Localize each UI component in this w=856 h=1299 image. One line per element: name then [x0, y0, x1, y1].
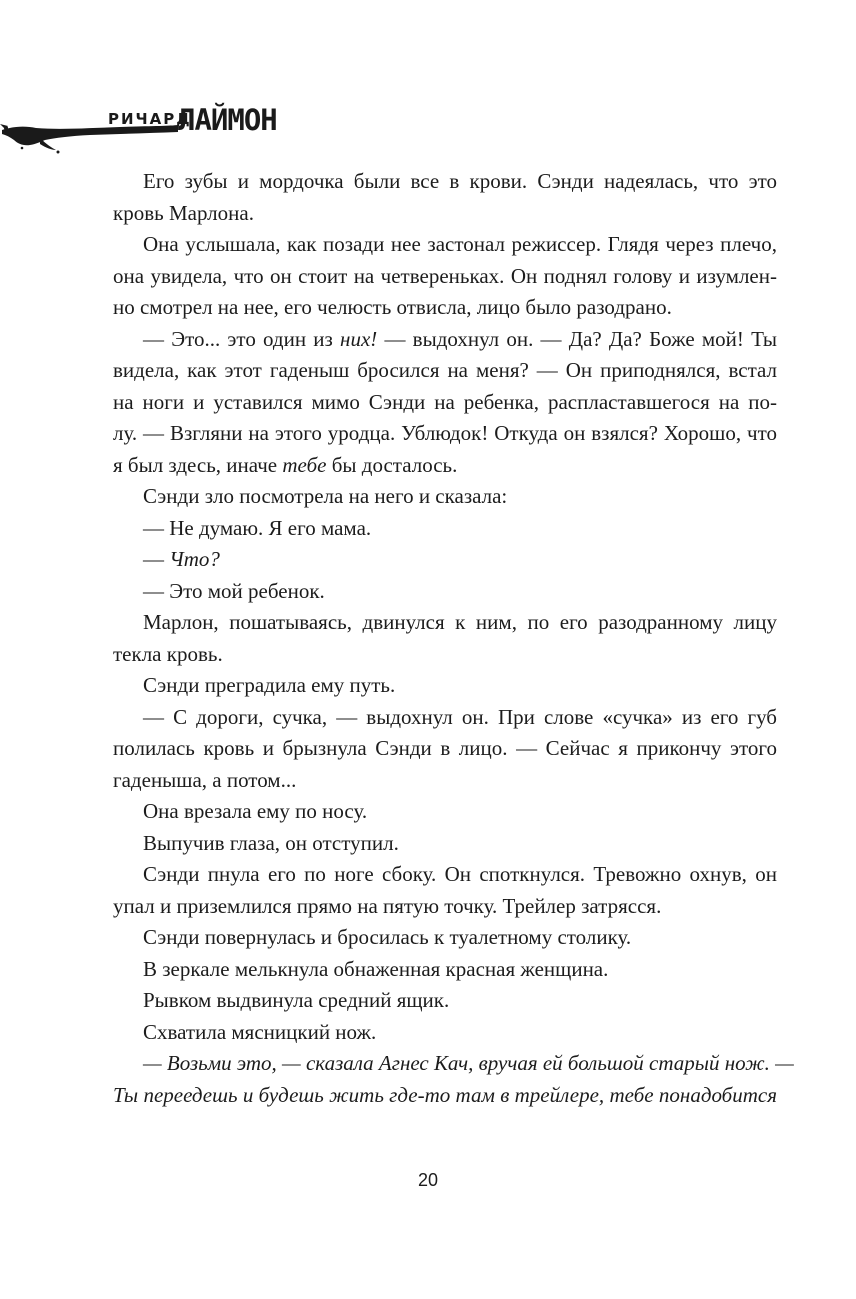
- running-header: [0, 104, 300, 164]
- text-line: видела, как этот гаденыш бросился на меня? — Он приподнялся, встал: [113, 358, 777, 382]
- text-line: [113, 544, 777, 576]
- text-line: — Это мой ребенок.: [143, 578, 325, 603]
- text-line: кровь Марлона.: [113, 200, 254, 225]
- text-line: — С дороги, сучка, — выдохнул он. При слове «сучка» из его губ: [143, 704, 777, 729]
- text-line: — Не думаю. Я его мама.: [143, 515, 372, 540]
- text-line: гаденыша, а потом...: [113, 767, 297, 792]
- text-line: Сэнди пнула его по ноге сбоку. Он споткнулся. Тревожно охнув, он: [143, 862, 777, 886]
- text-line: Сэнди повернулась и бросилась к туалетному столику.: [143, 925, 632, 949]
- text-line: Схватила мясницкий нож.: [143, 1019, 377, 1044]
- emphasis: тебе: [282, 452, 327, 477]
- text-run: — выдохнул он. — Да? Да? Боже мой! Ты: [377, 326, 777, 351]
- text-run: я был здесь, иначе: [113, 452, 283, 477]
- text-line: Его зубы и мордочка были все в крови. Сэнди надеялась, что это: [143, 169, 777, 193]
- text-line: Марлон, пошатываясь, двинулся к ним, по его разодранному лицу: [143, 610, 777, 634]
- text-run: бы досталось.: [326, 452, 458, 477]
- text-line: [113, 450, 777, 482]
- text-line: упал и приземлился прямо на пятую точку. Трейлер затрясся.: [113, 893, 662, 918]
- text-line: [113, 324, 777, 356]
- text-line: Рывком выдвинула средний ящик.: [143, 988, 450, 1012]
- emphasis: Что?: [169, 547, 220, 571]
- text-line: лу. — Взгляни на этого уродца. Ублюдок! Откуда он взялся? Хорошо, что: [113, 421, 777, 445]
- text-line: Она услышала, как позади нее застонал режиссер. Глядя через плечо,: [143, 232, 777, 256]
- text-line: Сэнди зло посмотрела на него и сказала:: [143, 484, 508, 508]
- author-first-name: РИЧАРД: [108, 110, 192, 128]
- page-number: 20: [417, 1170, 439, 1190]
- text-line: В зеркале мелькнула обнаженная красная женщина.: [143, 956, 609, 981]
- text-line: — Возьми это, — сказала Агнес Кач, вручая ей большой старый нож. —: [143, 1051, 794, 1075]
- text-line: она увидела, что он стоит на четвереньках. Он поднял голову и изумлен-: [113, 263, 777, 288]
- text-line: текла кровь.: [113, 641, 223, 666]
- text-line: Сэнди преградила ему путь.: [143, 673, 396, 697]
- body-text: [113, 166, 794, 1111]
- text-line: Она врезала ему по носу.: [143, 799, 368, 823]
- text-run: — Это... это один из: [143, 326, 341, 351]
- text-line: Ты переедешь и будешь жить где-то там в трейлере, тебе понадобится: [113, 1082, 777, 1107]
- text-line: Выпучив глаза, он отступил.: [143, 830, 399, 855]
- text-run: —: [143, 547, 170, 571]
- text-line: но смотрел на нее, его челюсть отвисла, лицо было разодрано.: [113, 295, 672, 319]
- text-line: полилась кровь и брызнула Сэнди в лицо. — Сейчас я прикончу этого: [113, 736, 777, 760]
- emphasis: них!: [340, 326, 378, 351]
- author-last-name: ЛАЙМОН: [178, 103, 277, 137]
- text-line: на ноги и уставился мимо Сэнди на ребенка, распластавшегося на по-: [113, 389, 777, 414]
